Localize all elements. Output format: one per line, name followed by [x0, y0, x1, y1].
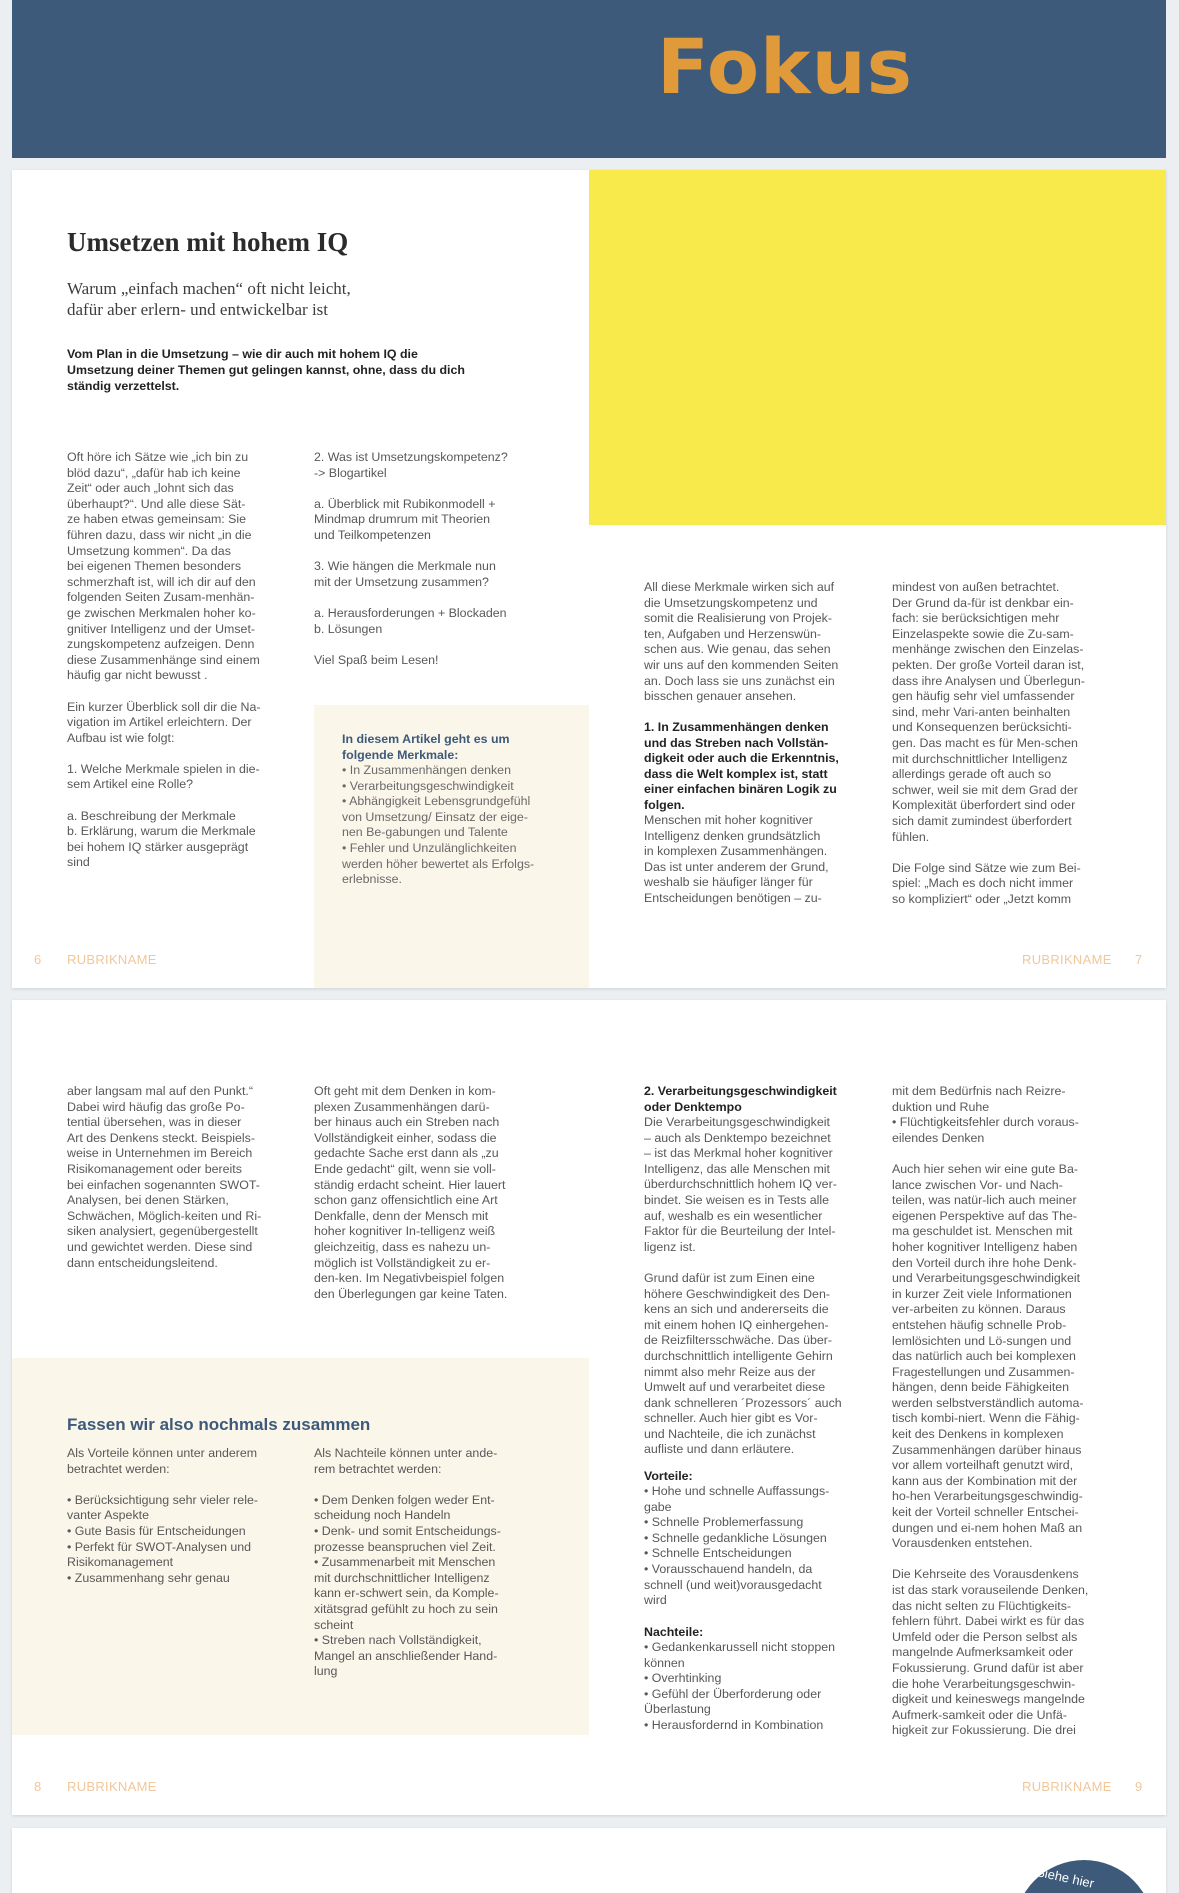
magazine-header-bar: [12, 0, 1166, 158]
disadvantages-list: • Gedankenkarussell nicht stoppen können • Overhtinking • Gefühl der Überforderung oder Überlastung • Herausfordernd in Kombination: [644, 1640, 836, 1732]
topics-box-list: • In Zusammenhängen denken • Verarbeitungsgeschwindigkeit • Abhängigkeit Lebensgrundgefühl von Umsetzung/ Einsatz der eige- nen Be-gabungen und Talente • Fehler und Unzulänglichkeiten werden höher bewertet als Erfolgs- erlebnisse.: [342, 763, 535, 887]
disadvantages-heading: Nachteile:: [644, 1625, 704, 1639]
body-column-2: Oft geht mit dem Denken in kom- plexen Zusammenhängen darü- ber hinaus auch ein Streben nach Vollständigkeit einher, sodass die gedachte Sache erst dann als „zu Ende gedacht“ gilt, wenn sie voll- ständig erdacht scheint. Hier lauert schon ganz offensichtlich eine Art Denkfalle, denn der Mensch mit hoher kognitiver In-telligenz weiß gleichzeitig, dass es nahezu un- möglich ist Vollständigkeit zu er- den-ken. Im Negativbeispiel folgen den Überlegungen gar keine Taten.: [314, 1084, 508, 1301]
section-name-left: RUBRIKNAME: [67, 1779, 157, 1794]
summary-disadvantages: Als Nachteile können unter ande- rem betrachtet werden: • Dem Denken folgen weder Ent- scheidung noch Handeln • Denk- und somit Entscheidungs- prozesse beanspruchen viel Zeit. • Zusammenarbeit mit Menschen mit durchschnittlicher Intelligenz kann er-schwert sein, da Komple- xitätsgrad gefühlt zu hoch zu sein scheint • Streben nach Vollständigkeit, Mangel an anschließender Hand- lung: [314, 1446, 501, 1679]
page-number-left: 8: [34, 1779, 42, 1794]
magazine-brand-title: Fokus: [657, 22, 913, 111]
summary-heading: Fassen wir also nochmals zusammen: [67, 1415, 371, 1434]
article-lead: Vom Plan in die Umsetzung – wie dir auch mit hohem IQ die Umsetzung deiner Themen gut gelingen kannst, ohne, dass du dich ständig verzettelst.: [67, 347, 465, 393]
yellow-image-block: [589, 170, 1166, 525]
article-subtitle: Warum „einfach machen“ oft nicht leicht, dafür aber erlern- und entwickelbar ist: [67, 279, 351, 319]
section-name-left: RUBRIKNAME: [67, 952, 157, 967]
body-column-3-intro: All diese Merkmale wirken sich auf die Umsetzungskompetenz und somit die Realisierung von Projek- ten, Aufgaben und Herzenswün- schen aus. Wie genau, das sehen wir uns auf den kommenden Seiten an. Doch lass sie uns zunächst ein bisschen genauer ansehen.: [644, 580, 839, 704]
spread-next-partial: [12, 1828, 1166, 1893]
section-1-heading: 1. In Zusammenhängen denken und das Streben nach Vollstän- digkeit oder auch die Erkenntnis, dass die Welt komplex ist, statt einer einfachen binären Logik zu folgen.: [644, 720, 839, 812]
page-number-right: 7: [1135, 952, 1143, 967]
body-column-3-text: Menschen mit hoher kognitiver Intelligenz denken grundsätzlich in komplexen Zusammenhängen. Das ist unter anderem der Grund, weshalb sie häufiger länger für Entscheidungen benötigen – zu-: [644, 813, 829, 905]
section-2-text: Die Verarbeitungsgeschwindigkeit – auch als Denktempo bezeichnet – ist das Merkmal hoher kognitiver Intelligenz, das alle Menschen mit überdurchschnittlich hohem IQ ver- bindet. Sie weisen es in Tests alle auf, weshalb es ein wesentlicher Faktor für die Beurteilung der Intel- ligenz ist. Grund dafür ist zum Einen eine höhere Geschwindigkeit des Den- kens an sich und andererseits die mit einem hohen IQ einhergehen- de Reizfiltersschwäche. Das über- durchschnittlich intelligente Gehirn nimmt also mehr Reize aus der Umwelt auf und verarbeitet diese dank schnelleren ´Prozessors´ auch schneller. Auch hier gibt es Vor- und Nachteile, die ich zunächst aufliste und dann erläutere.: [644, 1115, 842, 1457]
body-column-1: aber langsam mal auf den Punkt.“ Dabei wird häufig das große Po- tential übersehen, was in dieser Art des Denkens steckt. Beispiels- weise in Unternehmen im Bereich Risikomanagement oder bereits bei einfachen sogenannten SWOT- Analysen, bei denen Stärken, Schwächen, Möglich-keiten und Ri- siken analysiert, gegenübergestellt und gewichtet werden. Diese sind dann entscheidungsleitend.: [67, 1084, 262, 1270]
reference-circle-label: Siehe hier: [1035, 1864, 1096, 1891]
page-number-right: 9: [1135, 1779, 1143, 1794]
advantages-list: • Hohe und schnelle Auffassungs- gabe • Schnelle Problemerfassung • Schnelle gedankliche Lösungen • Schnelle Entscheidungen • Vorausschauend handeln, da schnell (und weit)vorausgedacht wird: [644, 1484, 830, 1608]
section-name-right: RUBRIKNAME: [1022, 952, 1112, 967]
topics-box-heading: In diesem Artikel geht es um folgende Merkmale:: [342, 732, 510, 762]
body-column-1: Oft höre ich Sätze wie „ich bin zu blöd dazu“, „dafür hab ich keine Zeit“ oder auch „lohnt sich das überhaupt?“. Und alle diese Sät- ze haben etwas gemeinsam: Sie führen dazu, dass wir nicht „in die Umsetzung kommen“. Da das bei eigenen Themen besonders schmerzhaft ist, will ich dir auf den folgenden Seiten Zusam-menhän- ge zwischen Merkmalen hoher ko- gnitiver Intelligenz und der Umset- zungskompetenz aufzeigen. Denn diese Zusammenhänge sind einem häufig gar nicht bewusst . Ein kurzer Überblick soll dir die Na- vigation im Artikel erleichtern. Der Aufbau ist wie folgt: 1. Welche Merkmale spielen in die- sem Artikel eine Rolle? a. Beschreibung der Merkmale b. Erklärung, warum die Merkmale bei hohem IQ stärker ausgeprägt sind: [67, 450, 261, 870]
body-column-4: mit dem Bedürfnis nach Reizre- duktion und Ruhe • Flüchtigkeitsfehler durch voraus- eilendes Denken Auch hier sehen wir eine gute Ba- lance zwischen Vor- und Nach- teilen, was natür-lich auch meiner eigenen Perspektive auf das The- ma geschuldet ist. Menschen mit hoher kognitiver Intelligenz haben den Vorteil durch ihre hohe Denk- und Verarbeitungsgeschwindigkeit in kurzer Zeit viele Informationen ver-arbeiten zu können. Daraus entstehen häufig schnelle Prob- lemlösichten und Lö-sungen und das natürlich auch bei komplexen Fragestellungen und Zusammen- hängen, denn beide Fähigkeiten werden selbstverständlich automa- tisch kombi-niert. Wenn die Fähig- keit des Denkens in komplexen Zusammenhängen darüber hinaus vor allem vorteilhaft genutzt wird, kann aus der Kombination mit der ho-hen Verarbeitungsgeschwindig- keit der Vorteil schneller Entschei- dungen und ei-nem hohen Maß an Vorausdenken entstehen. Die Kehrseite des Vorausdenkens ist das stark vorauseilende Denken, das nicht selten zu Flüchtigkeits- fehlern führt. Dabei wirkt es für das Umfeld oder die Person selbst als mangelnde Aufmerksamkeit oder Fokussierung. Grund dafür ist aber die hohe Verarbeitungsgeschwin- digkeit und keineswegs mangelnde Aufmerk-samkeit oder die Unfä- higkeit zur Fokussierung. Die drei: [892, 1084, 1089, 1738]
body-column-4: mindest von außen betrachtet. Der Grund da-für ist denkbar ein- fach: sie berücksichtigen mehr Einzelaspekte sowie die Zu-sam- menhänge zwischen den Einzelas- pekten. Der große Vorteil daran ist, dass ihre Analysen und Überlegun- gen häufig sehr viel umfassender sind, mehr Vari-anten beinhalten und Konsequenzen berücksichti- gen. Das macht es für Men-schen mit durchschnittlicher Intelligenz allerdings gerade oft auch so schwer, weil sie mit dem Grad der Komplexität überfordert sind oder sich damit zumindest überfordert fühlen. Die Folge sind Sätze wie zum Bei- spiel: „Mach es doch nicht immer so kompliziert“ oder „Jetzt komm: [892, 580, 1085, 906]
section-2-heading: 2. Verarbeitungsgeschwindigkeit oder Denktempo: [644, 1084, 837, 1114]
spread-pages-6-7: [12, 170, 1166, 988]
article-title: Umsetzen mit hohem IQ: [67, 227, 349, 257]
summary-advantages: Als Vorteile können unter anderem betrachtet werden: • Berücksichtigung sehr vieler rele- vanter Aspekte • Gute Basis für Entscheidungen • Perfekt für SWOT-Analysen und Risikomanagement • Zusammenhang sehr genau: [67, 1446, 258, 1585]
spread-pages-8-9: [12, 1000, 1166, 1815]
section-name-right: RUBRIKNAME: [1022, 1779, 1112, 1794]
advantages-heading: Vorteile:: [644, 1469, 693, 1483]
body-column-2: 2. Was ist Umsetzungskompetenz? -> Blogartikel a. Überblick mit Rubikonmodell + Mindmap drumrum mit Theorien und Teilkompetenzen 3. Wie hängen die Merkmale nun mit der Umsetzung zusammen? a. Herausforderungen + Blockaden b. Lösungen Viel Spaß beim Lesen!: [314, 450, 508, 667]
page-number-left: 6: [34, 952, 42, 967]
